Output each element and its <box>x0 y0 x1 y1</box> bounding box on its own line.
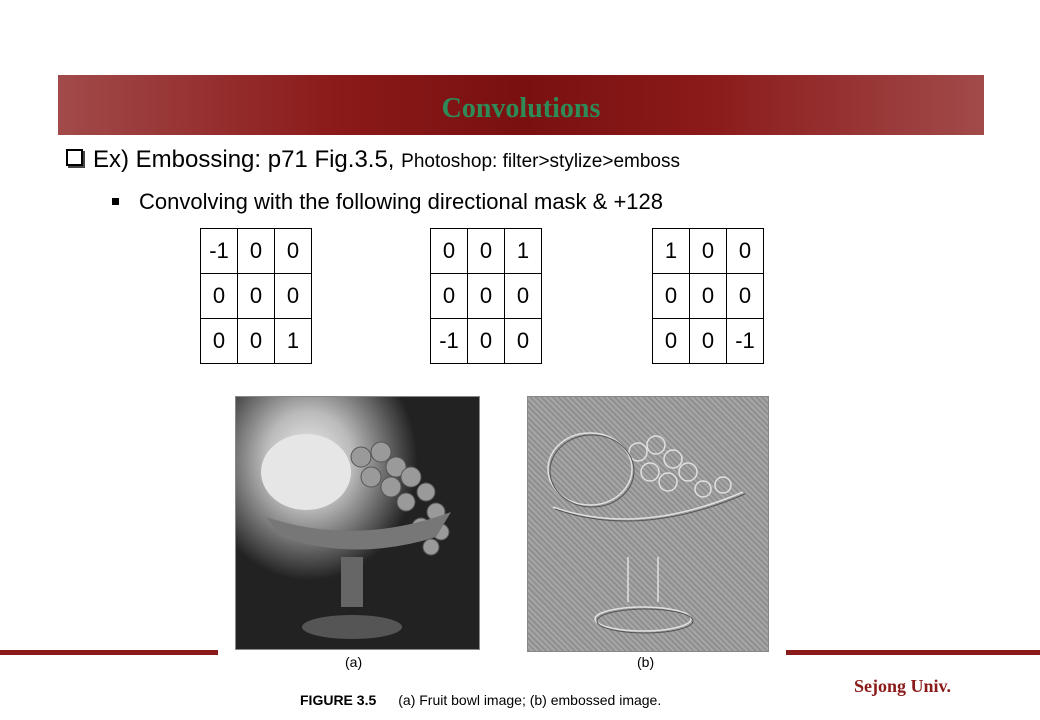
mask-table-3 <box>652 228 764 364</box>
fruit-bowl-image <box>235 396 480 650</box>
mask-cell: 0 <box>653 274 690 319</box>
bullet-main-text: Ex) Embossing: p71 Fig.3.5, <box>93 146 402 173</box>
mask-cell: 0 <box>505 274 542 319</box>
figure-label-a: (a) <box>345 654 363 670</box>
mask-cell: 0 <box>431 274 468 319</box>
embossed-drawing <box>528 397 768 651</box>
mask-cell: 0 <box>727 274 764 319</box>
fruit-bowl-drawing <box>236 397 479 649</box>
figure-caption-text: (a) Fruit bowl image; (b) embossed image. <box>398 692 662 708</box>
sub-bullet-text: Convolving with the following directional mask & +128 <box>139 189 664 214</box>
figure-label-b: (b) <box>637 654 655 670</box>
mask-cell: 1 <box>275 319 312 364</box>
mask-cell: 0 <box>727 229 764 274</box>
mask-cell: 0 <box>201 319 238 364</box>
mask-cell: -1 <box>201 229 238 274</box>
sub-bullet-convolving <box>112 189 663 215</box>
mask-cell: 0 <box>238 229 275 274</box>
title-bar <box>58 75 984 135</box>
figure-caption <box>300 692 661 708</box>
checkbox-bullet-icon <box>66 149 83 166</box>
mask-cell: -1 <box>431 319 468 364</box>
embossed-image <box>527 396 769 652</box>
mask-cell: -1 <box>727 319 764 364</box>
mask-cell: 0 <box>690 319 727 364</box>
footer-rule-right <box>786 650 1040 655</box>
figure-number: FIGURE 3.5 <box>300 692 377 708</box>
mask-table-1 <box>200 228 312 364</box>
bullet-embossing <box>66 146 680 174</box>
mask-cell: 0 <box>690 274 727 319</box>
mask-cell: 0 <box>468 229 505 274</box>
square-bullet-icon <box>112 198 119 205</box>
mask-cell: 0 <box>690 229 727 274</box>
slide-title: Convolutions <box>441 93 601 124</box>
mask-cell: 0 <box>468 274 505 319</box>
mask-cell: 0 <box>275 274 312 319</box>
mask-cell: 1 <box>505 229 542 274</box>
mask-cell: 0 <box>468 319 505 364</box>
mask-cell: 0 <box>238 274 275 319</box>
footer-university: Sejong Univ. <box>854 676 952 696</box>
mask-cell: 0 <box>431 229 468 274</box>
mask-cell: 0 <box>653 319 690 364</box>
mask-cell: 0 <box>201 274 238 319</box>
footer-rule-left <box>0 650 218 655</box>
mask-cell: 0 <box>505 319 542 364</box>
mask-cell: 1 <box>653 229 690 274</box>
mask-cell: 0 <box>238 319 275 364</box>
mask-cell: 0 <box>275 229 312 274</box>
bullet-photoshop-text: Photoshop: filter>stylize>emboss <box>401 151 680 172</box>
mask-table-2 <box>430 228 542 364</box>
